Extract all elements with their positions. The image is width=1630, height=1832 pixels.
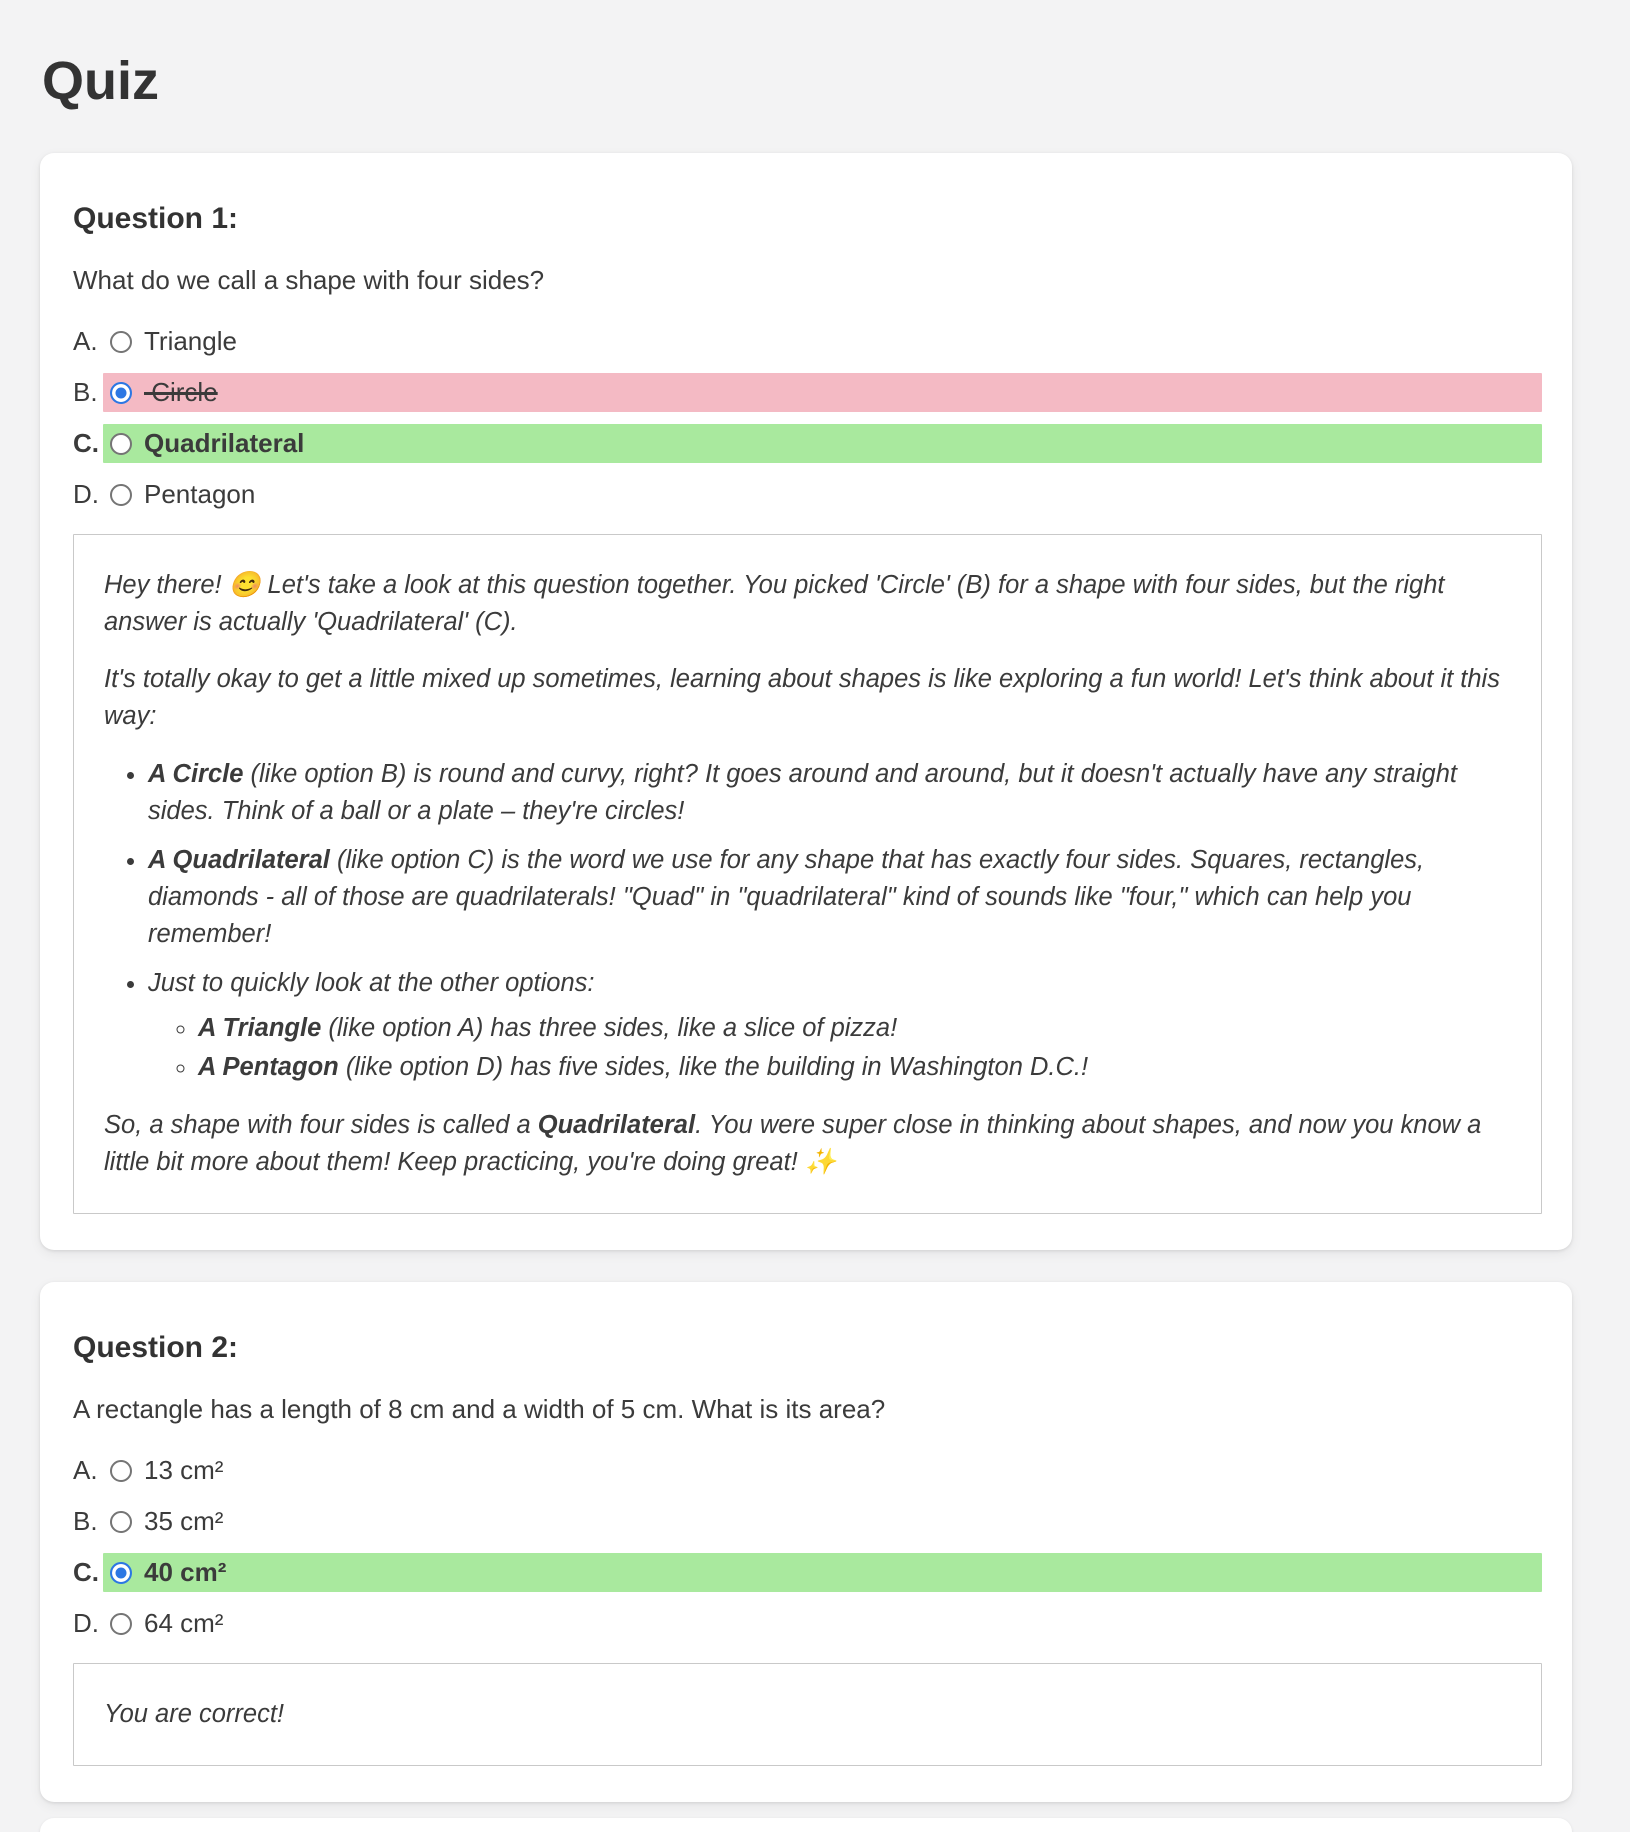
option-label: Triangle: [144, 326, 237, 357]
option-highlight[interactable]: [103, 322, 1542, 361]
option-letter: D.: [73, 479, 99, 510]
option-row-a[interactable]: [73, 322, 1542, 361]
feedback-text-run: A Triangle: [198, 1014, 322, 1043]
option-letter: B.: [73, 1506, 98, 1537]
feedback-list-item: [148, 756, 1511, 830]
option-highlight[interactable]: [103, 373, 1542, 412]
radio-button-checked-icon[interactable]: [110, 382, 132, 404]
feedback-text-run: (like option A) has three sides, like a slice of pizza!: [321, 1014, 898, 1043]
feedback-list: [104, 756, 1511, 1086]
feedback-paragraph: [104, 1107, 1511, 1181]
feedback-paragraph: [104, 567, 1511, 641]
question-2-options-list: [73, 1451, 1542, 1643]
feedback-text-run: . You were super close in thinking about shapes, and now you know a little bit more about them! Keep practicing, you're doing great! ✨: [104, 1111, 1482, 1177]
feedback-list-item: [148, 842, 1511, 953]
feedback-text-run: Quadrilateral: [537, 1111, 696, 1140]
option-row-c[interactable]: [73, 424, 1542, 463]
feedback-sublist-item: [198, 1049, 1511, 1086]
option-label: 35 cm²: [144, 1506, 224, 1537]
option-row-b[interactable]: [73, 1502, 1542, 1541]
option-row-b[interactable]: [73, 373, 1542, 412]
feedback-text-run: Just to quickly look at the other options:: [148, 969, 595, 998]
option-row-d[interactable]: [73, 1604, 1542, 1643]
radio-button-icon[interactable]: [110, 1511, 132, 1533]
option-letter: D.: [73, 1608, 99, 1639]
question-1-text: What do we call a shape with four sides?: [73, 265, 545, 296]
page-title: Quiz: [42, 51, 159, 111]
option-letter: C.: [73, 1557, 99, 1588]
radio-button-icon[interactable]: [110, 1460, 132, 1482]
feedback-paragraph: [104, 1696, 1511, 1733]
option-letter: C.: [73, 428, 99, 459]
option-label: 13 cm²: [144, 1455, 224, 1486]
feedback-sublist-item: [198, 1010, 1511, 1047]
feedback-text-run: A Pentagon: [198, 1053, 339, 1082]
radio-button-icon[interactable]: [110, 331, 132, 353]
option-highlight[interactable]: [103, 475, 1542, 514]
question-1-card: [40, 153, 1572, 1250]
feedback-text-run: Hey there! 😊 Let's take a look at this question together. You picked 'Circle' (B) for a shape with four sides, but the right answer is actually 'Quadrilateral' (C).: [104, 571, 1445, 637]
radio-button-checked-icon[interactable]: [110, 1562, 132, 1584]
next-question-card-partial: [40, 1818, 1572, 1832]
question-2-feedback-box: [73, 1663, 1542, 1766]
option-highlight[interactable]: [103, 1502, 1542, 1541]
question-1-feedback-box: [73, 534, 1542, 1214]
option-label: Quadrilateral: [144, 428, 305, 459]
option-label: 40 cm²: [144, 1557, 227, 1588]
feedback-text-run: (like option D) has five sides, like the building in Washington D.C.!: [338, 1053, 1089, 1082]
radio-button-icon[interactable]: [110, 484, 132, 506]
radio-button-icon[interactable]: [110, 1613, 132, 1635]
option-highlight[interactable]: [103, 1604, 1542, 1643]
option-row-d[interactable]: [73, 475, 1542, 514]
feedback-text-run: (like option C) is the word we use for any shape that has exactly four sides. Squares, rectangles, diamonds - all of those are quadrilaterals! "Quad" in "quadrilateral" kind of sounds like "four," which can help you remember!: [148, 846, 1425, 949]
option-row-a[interactable]: [73, 1451, 1542, 1490]
option-label: Pentagon: [144, 479, 256, 510]
feedback-text-run: A Circle: [148, 760, 244, 789]
option-highlight[interactable]: [103, 1553, 1542, 1592]
question-1-heading: Question 1:: [73, 202, 239, 236]
feedback-text-run: So, a shape with four sides is called a: [104, 1111, 538, 1140]
question-2-heading: Question 2:: [73, 1331, 239, 1365]
option-letter: A.: [73, 1455, 98, 1486]
radio-button-icon[interactable]: [110, 433, 132, 455]
question-2-card: [40, 1282, 1572, 1802]
option-highlight[interactable]: [103, 1451, 1542, 1490]
option-label: Circle: [144, 377, 218, 408]
option-label: 64 cm²: [144, 1608, 224, 1639]
feedback-paragraph: [104, 661, 1511, 735]
feedback-text-run: (like option B) is round and curvy, right? It goes around and around, but it doesn't actually have any straight sides. Think of a ball or a plate – they're circles!: [148, 760, 1457, 826]
option-row-c[interactable]: [73, 1553, 1542, 1592]
feedback-sublist: [148, 1010, 1511, 1086]
feedback-text-run: It's totally okay to get a little mixed up sometimes, learning about shapes is like exploring a fun world! Let's think about it this way:: [104, 665, 1500, 731]
question-1-options-list: [73, 322, 1542, 514]
question-2-text: A rectangle has a length of 8 cm and a width of 5 cm. What is its area?: [73, 1394, 886, 1425]
option-highlight[interactable]: [103, 424, 1542, 463]
option-letter: B.: [73, 377, 98, 408]
option-letter: A.: [73, 326, 98, 357]
feedback-list-item: [148, 965, 1511, 1086]
feedback-text-run: You are correct!: [104, 1700, 285, 1729]
feedback-text-run: A Quadrilateral: [148, 846, 330, 875]
